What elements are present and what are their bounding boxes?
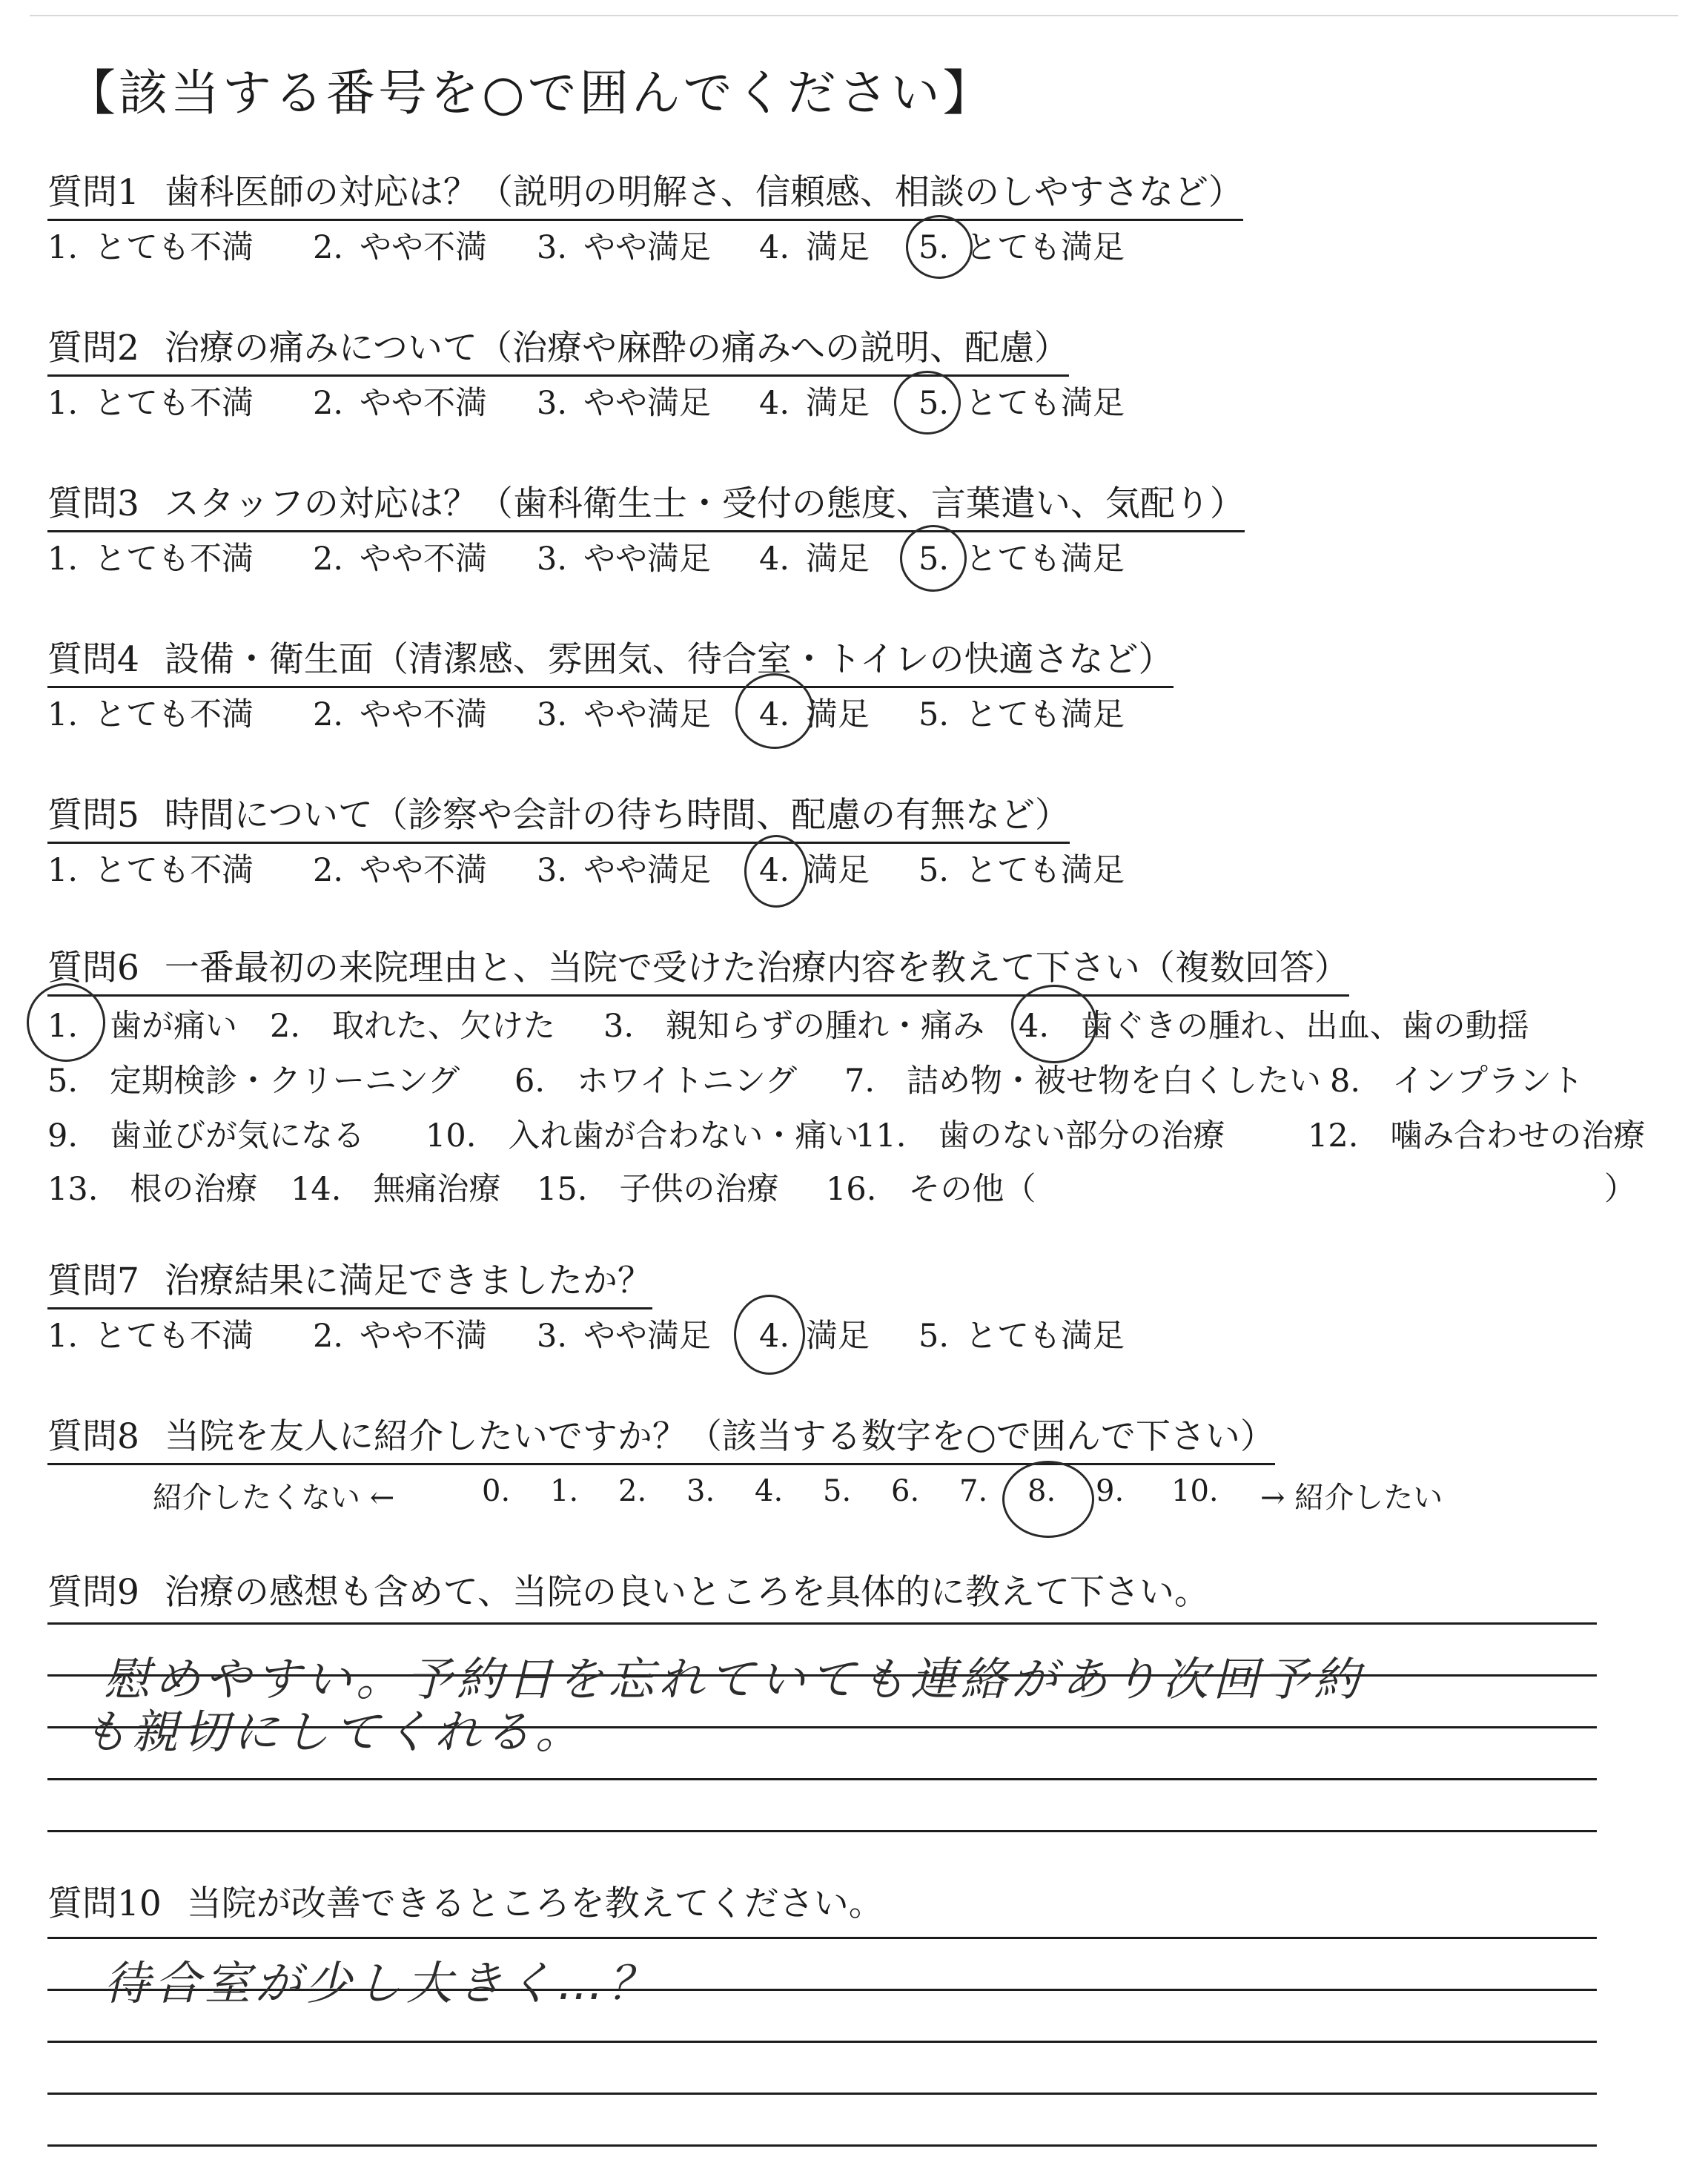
question-5 bbox=[0, 787, 1708, 943]
scale-option-2[interactable]: 2. bbox=[618, 1474, 647, 1508]
q6-option[interactable]: 7. 詰め物・被せ物を白くしたい bbox=[844, 1063, 1322, 1100]
question-text: 治療の痛みについて（治療や麻酔の痛みへの説明、配慮） bbox=[164, 328, 1070, 369]
question-number: 質問9 bbox=[47, 1572, 139, 1613]
question-title bbox=[47, 787, 1070, 844]
scale-option-0[interactable]: 0. bbox=[482, 1474, 511, 1508]
option-3[interactable]: 3. やや満足 bbox=[537, 852, 712, 889]
option-2[interactable]: 2. やや不満 bbox=[313, 852, 488, 889]
selection-circle bbox=[735, 673, 814, 749]
option-5[interactable]: 5. とても満足 bbox=[918, 385, 1125, 422]
scale-option-10[interactable]: 10. bbox=[1171, 1474, 1219, 1508]
q6-option[interactable]: 5. 定期検診・クリーニング bbox=[47, 1063, 460, 1100]
q6-option[interactable]: 8. インプラント bbox=[1330, 1063, 1584, 1100]
question-number: 質問2 bbox=[47, 328, 139, 369]
scale-option-6[interactable]: 6. bbox=[891, 1474, 920, 1508]
option-3[interactable]: 3. やや満足 bbox=[537, 229, 712, 266]
selection-circle bbox=[27, 983, 105, 1062]
selection-circle bbox=[744, 835, 808, 908]
answer-line bbox=[47, 1937, 1597, 1939]
question-text: 当院が改善できるところを教えてください。 bbox=[186, 1883, 884, 1924]
scale-option-7[interactable]: 7. bbox=[959, 1474, 988, 1508]
selection-circle bbox=[1002, 1461, 1094, 1538]
question-number: 質問4 bbox=[47, 639, 139, 680]
answer-line bbox=[47, 2041, 1597, 2043]
question-8 bbox=[0, 1409, 1708, 1565]
scale-option-1[interactable]: 1. bbox=[550, 1474, 579, 1508]
q6-option[interactable]: 15. 子供の治療 bbox=[537, 1171, 779, 1208]
option-2[interactable]: 2. やや不満 bbox=[313, 229, 488, 266]
page-title: 【該当する番号を○で囲んでください】 bbox=[67, 65, 995, 122]
q6-option[interactable]: 4. 歯ぐきの腫れ、出血、歯の動揺 bbox=[1019, 1008, 1529, 1045]
q6-option[interactable]: 13. 根の治療 bbox=[47, 1171, 258, 1208]
scale-option-4[interactable]: 4. bbox=[755, 1474, 784, 1508]
q6-option[interactable]: 10. 入れ歯が合わない・痛い bbox=[426, 1117, 859, 1155]
option-3[interactable]: 3. やや満足 bbox=[537, 1318, 712, 1355]
q6-option[interactable]: 3. 親知らずの腫れ・痛み bbox=[603, 1008, 985, 1045]
option-1[interactable]: 1. とても不満 bbox=[47, 1318, 254, 1355]
question-3 bbox=[0, 476, 1708, 632]
option-2[interactable]: 2. やや不満 bbox=[313, 541, 488, 578]
question-title bbox=[47, 1409, 1275, 1465]
selection-circle bbox=[900, 525, 967, 592]
scale-option-5[interactable]: 5. bbox=[823, 1474, 852, 1508]
top-rule bbox=[30, 15, 1678, 16]
question-title bbox=[47, 1876, 884, 1926]
answer-line bbox=[47, 2144, 1597, 2147]
option-5[interactable]: 5. とても満足 bbox=[918, 541, 1125, 578]
handwritten-answer: 慰めやすい。予約日を忘れていても連絡があり次回予約 bbox=[104, 1652, 1365, 1706]
question-number: 質問5 bbox=[47, 795, 139, 836]
question-4 bbox=[0, 632, 1708, 787]
question-6 bbox=[0, 940, 1708, 1207]
handwritten-answer: 待合室が少し大きく…？ bbox=[104, 1956, 659, 2010]
question-title bbox=[47, 632, 1174, 688]
q6-other-close: ） bbox=[1604, 1171, 1636, 1208]
q6-option[interactable]: 9. 歯並びが気になる bbox=[47, 1117, 365, 1155]
answer-line bbox=[47, 1622, 1597, 1625]
q6-option[interactable]: 2. 取れた、欠けた bbox=[270, 1008, 556, 1045]
question-number: 質問7 bbox=[47, 1261, 139, 1301]
question-title bbox=[47, 1565, 1209, 1614]
option-5[interactable]: 5. とても満足 bbox=[918, 229, 1125, 266]
selection-circle bbox=[906, 215, 973, 279]
question-9 bbox=[0, 1565, 1708, 1876]
question-number: 質問6 bbox=[47, 948, 139, 988]
question-text: 設備・衛生面（清潔感、雰囲気、待合室・トイレの快適さなど） bbox=[164, 639, 1174, 680]
question-7 bbox=[0, 1253, 1708, 1409]
question-text: 治療結果に満足できましたか？ bbox=[164, 1261, 652, 1301]
question-title bbox=[47, 940, 1349, 997]
question-title bbox=[47, 165, 1243, 221]
question-number: 質問10 bbox=[47, 1883, 162, 1924]
question-text: 一番最初の来院理由と、当院で受けた治療内容を教えて下さい（複数回答） bbox=[164, 948, 1349, 988]
q6-option[interactable]: 12. 噛み合わせの治療 bbox=[1308, 1117, 1646, 1155]
option-4[interactable]: 4. 満足 bbox=[759, 1318, 870, 1355]
option-2[interactable]: 2. やや不満 bbox=[313, 696, 488, 733]
question-10 bbox=[0, 1876, 1708, 2158]
option-5[interactable]: 5. とても満足 bbox=[918, 852, 1125, 889]
question-number: 質問3 bbox=[47, 483, 139, 524]
selection-circle bbox=[894, 371, 961, 435]
option-4[interactable]: 4. 満足 bbox=[759, 385, 870, 422]
option-1[interactable]: 1. とても不満 bbox=[47, 385, 254, 422]
question-text: スタッフの対応は？（歯科衛生士・受付の態度、言葉遣い、気配り） bbox=[164, 483, 1245, 524]
question-title bbox=[47, 476, 1245, 532]
option-4[interactable]: 4. 満足 bbox=[759, 229, 870, 266]
scale-left-label: 紹介したくない ← bbox=[153, 1481, 395, 1515]
option-1[interactable]: 1. とても不満 bbox=[47, 696, 254, 733]
q6-option[interactable]: 1. 歯が痛い bbox=[47, 1008, 238, 1045]
option-2[interactable]: 2. やや不満 bbox=[313, 385, 488, 422]
answer-line bbox=[47, 1830, 1597, 1832]
selection-circle bbox=[734, 1295, 805, 1375]
option-4[interactable]: 4. 満足 bbox=[759, 696, 870, 733]
question-1 bbox=[0, 165, 1708, 320]
answer-line bbox=[47, 2093, 1597, 2095]
option-4[interactable]: 4. 満足 bbox=[759, 541, 870, 578]
q6-option[interactable]: 6. ホワイトニング bbox=[514, 1063, 798, 1100]
option-3[interactable]: 3. やや満足 bbox=[537, 696, 712, 733]
question-text: 治療の感想も含めて、当院の良いところを具体的に教えて下さい。 bbox=[164, 1572, 1209, 1613]
option-3[interactable]: 3. やや満足 bbox=[537, 541, 712, 578]
option-3[interactable]: 3. やや満足 bbox=[537, 385, 712, 422]
selection-circle bbox=[1011, 985, 1097, 1063]
question-number: 質問8 bbox=[47, 1416, 139, 1457]
question-text: 当院を友人に紹介したいですか？（該当する数字を○で囲んで下さい） bbox=[164, 1416, 1275, 1457]
option-1[interactable]: 1. とても不満 bbox=[47, 541, 254, 578]
question-title bbox=[47, 320, 1069, 377]
option-1[interactable]: 1. とても不満 bbox=[47, 229, 254, 266]
option-5[interactable]: 5. とても満足 bbox=[918, 1318, 1125, 1355]
option-1[interactable]: 1. とても不満 bbox=[47, 852, 254, 889]
option-4[interactable]: 4. 満足 bbox=[759, 852, 870, 889]
question-2 bbox=[0, 320, 1708, 476]
q6-other-option[interactable]: 16. その他（ bbox=[826, 1171, 1036, 1208]
scale-option-9[interactable]: 9. bbox=[1096, 1474, 1125, 1508]
scale-right-label: → 紹介したい bbox=[1260, 1481, 1443, 1515]
answer-line bbox=[47, 1778, 1597, 1780]
question-number: 質問1 bbox=[47, 172, 139, 213]
handwritten-answer: も親切にしてくれる。 bbox=[82, 1705, 586, 1759]
q6-option[interactable]: 14. 無痛治療 bbox=[291, 1171, 501, 1208]
scale-option-8[interactable]: 8. bbox=[1027, 1474, 1056, 1508]
question-text: 歯科医師の対応は？（説明の明解さ、信頼感、相談のしやすさなど） bbox=[164, 172, 1244, 213]
option-5[interactable]: 5. とても満足 bbox=[918, 696, 1125, 733]
scale-option-3[interactable]: 3. bbox=[686, 1474, 715, 1508]
question-title bbox=[47, 1253, 652, 1309]
option-2[interactable]: 2. やや不満 bbox=[313, 1318, 488, 1355]
question-text: 時間について（診察や会計の待ち時間、配慮の有無など） bbox=[164, 795, 1070, 836]
q6-option[interactable]: 11. 歯のない部分の治療 bbox=[855, 1117, 1225, 1155]
